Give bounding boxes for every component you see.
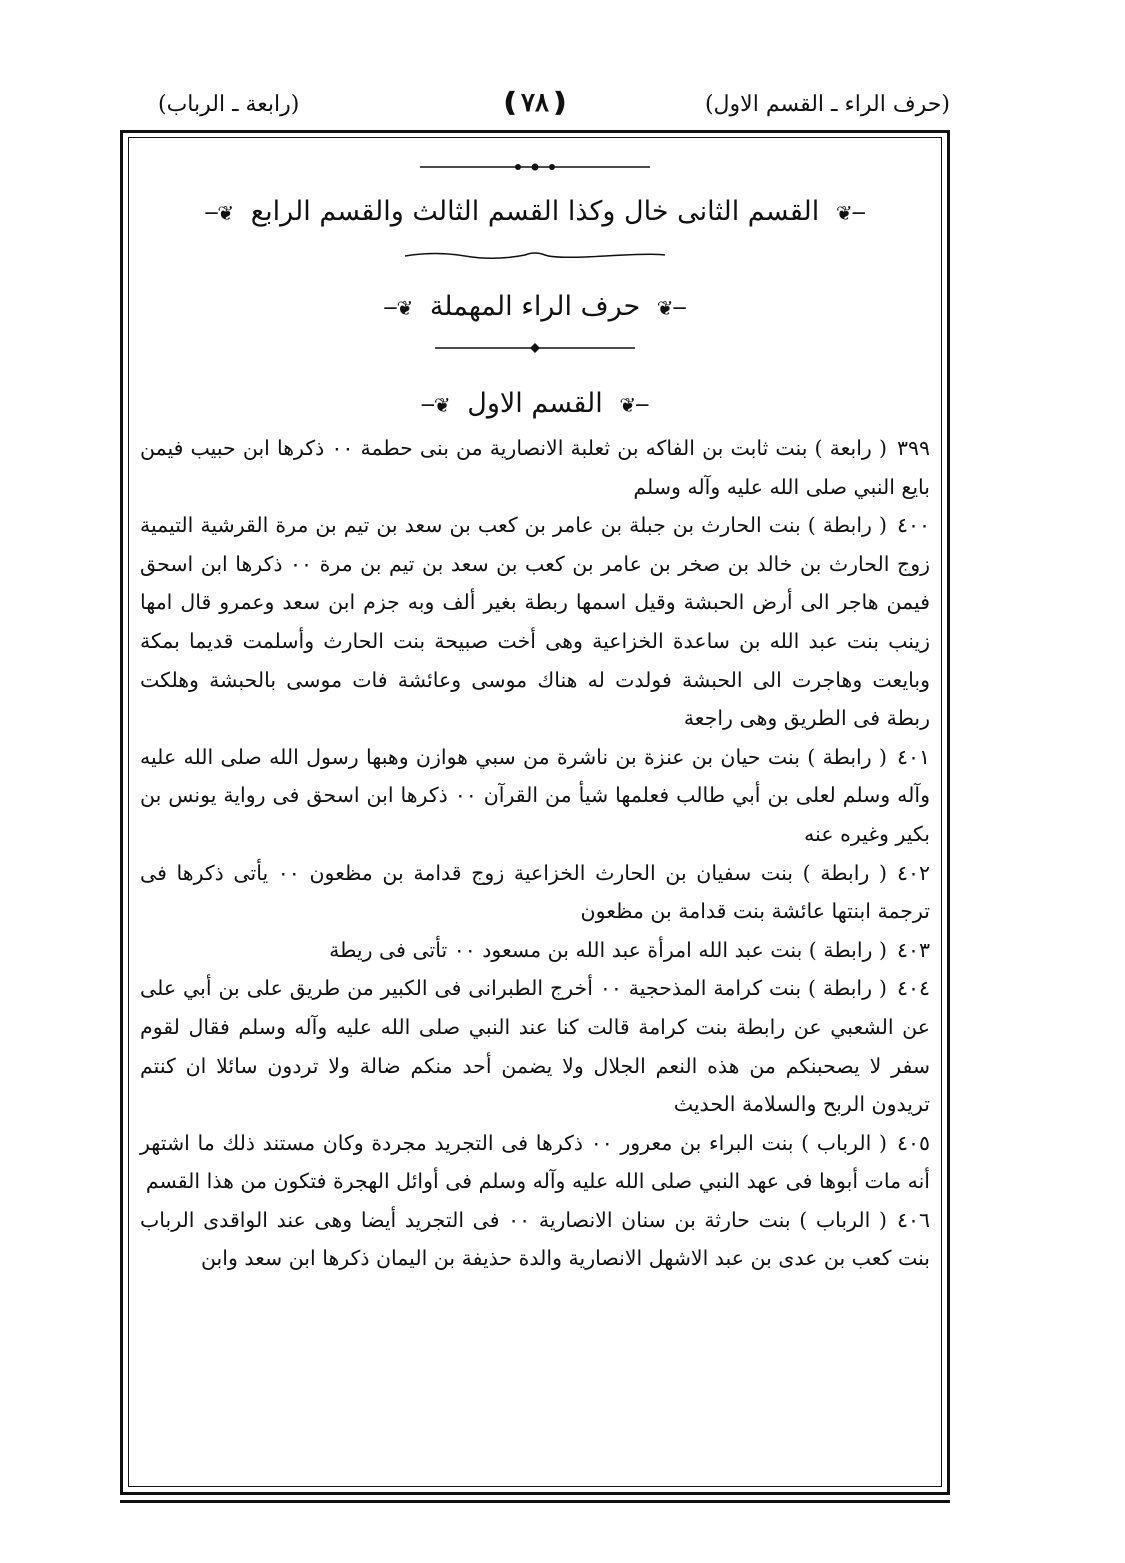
ornament-icon: ❦─ [384,296,414,320]
page-body [140,160,930,1480]
ornamental-divider-diamond [435,342,635,354]
entry-401: ٤٠١( رابطة ) بنت حيان بن عنزة بن ناشرة من سبي هوازن وهبها رسول الله صلى الله عليه وآله وسلم لعلى بن أبي طالب فعلمها شيأ من القرآن ٠٠ ذكرها ابن اسحق فى رواية يونس بن بكير وغيره عنه [140,744,930,846]
entry-400: ٤٠٠( رابطة ) بنت الحارث بن جبلة بن عامر بن كعب بن سعد بن تيم بن مرة القرشية التيمية زوج الحارث بن خالد بن صخر بن عامر بن كعب بن سعد بن تيم بن مرة ٠٠ ذكرها ابن اسحق فيمن هاجر الى أرض الحبشة وقيل اسمها ربطة بغير ألف وبه جزم ابن سعد وعمرو قال امها زينب بنت عبد الله بن ساعدة الخزاعية وهى أخت صبيحة بنت الحارث وأسلمت قديما بمكة وبايعت وهاجرت الى الحبشة فولدت له هناك موسى وعائشة فات موسى بالحبشة وهلكت ربطة فى الطريق وهى راجعة [140,513,930,731]
page-number: ❪٧٨❫ [499,88,571,118]
section-note-heading: ─❦ القسم الثانى خال وكذا القسم الثالث والقسم الرابع ❦─ [205,196,865,227]
entry-404: ٤٠٤( رابطة ) بنت كرامة المذحجية ٠٠ أخرج الطبرانى فى الكبير من طريق على بن أبي على عن الشعبي عن رابطة بنت كرامة قالت كنا عند النبي صلى الله عليه وآله وسلم فقال لقوم سفر لا يصحبنكم من هذه النعم الجلال ولا يضمن أحد منكم ضالة ولا تردون سائلا ان كنتم تريدون الربح والسلامة الحديث [140,976,930,1117]
part-heading: ─❦ القسم الاول ❦─ [421,388,649,419]
ornamental-divider-wave [405,247,665,263]
ornament-icon: ─❦ [835,201,865,225]
entry-405: ٤٠٥( الرباب ) بنت البراء بن معرور ٠٠ ذكرها فى التجريد مجردة وكان مستند ذلك ما اشتهر أنه مات أبوها فى عهد النبي صلى الله عليه وآله وسلم فى أوائل الهجرة فتكون من هذا القسم [140,1130,930,1194]
ornamental-divider-top [420,160,650,174]
entry-399: ٣٩٩( رابعة ) بنت ثابت بن الفاكه بن ثعلبة الانصارية من بنى حطمة ٠٠ ذكرها ابن حبيب فيمن بايع النبي صلى الله عليه وآله وسلم [140,436,930,499]
bottom-rule [120,1500,950,1503]
ornament-icon: ❦─ [421,393,451,417]
ornament-icon: ❦─ [205,201,235,225]
entry-402: ٤٠٢( رابطة ) بنت سفيان بن الحارث الخزاعية زوج قدامة بن مظعون ٠٠ يأتى ذكرها فى ترجمة ابنتها عائشة بنت قدامة بن مظعون [140,860,930,924]
entry-406: ٤٠٦( الرباب ) بنت حارثة بن سنان الانصارية ٠٠ فى التجريد أيضا وهى عند الواقدى الرباب بنت كعب بن عدى بن عبد الاشهل الانصارية والدة حذيفة بن اليمان ذكرها ابن سعد وابن [140,1207,931,1271]
entry-403: ٤٠٣( رابطة ) بنت عبد الله امرأة عبد الله بن مسعود ٠٠ تأتى فى ريطة [329,937,930,962]
letter-heading: ─❦ حرف الراء المهملة ❦─ [384,291,686,322]
ornament-icon: ─❦ [656,296,686,320]
running-title-left: (رابعة ـ الرباب) [158,92,300,117]
page-header [120,88,950,128]
running-title-right: (حرف الراء ـ القسم الاول) [704,92,950,117]
ornament-icon: ─❦ [619,393,649,417]
